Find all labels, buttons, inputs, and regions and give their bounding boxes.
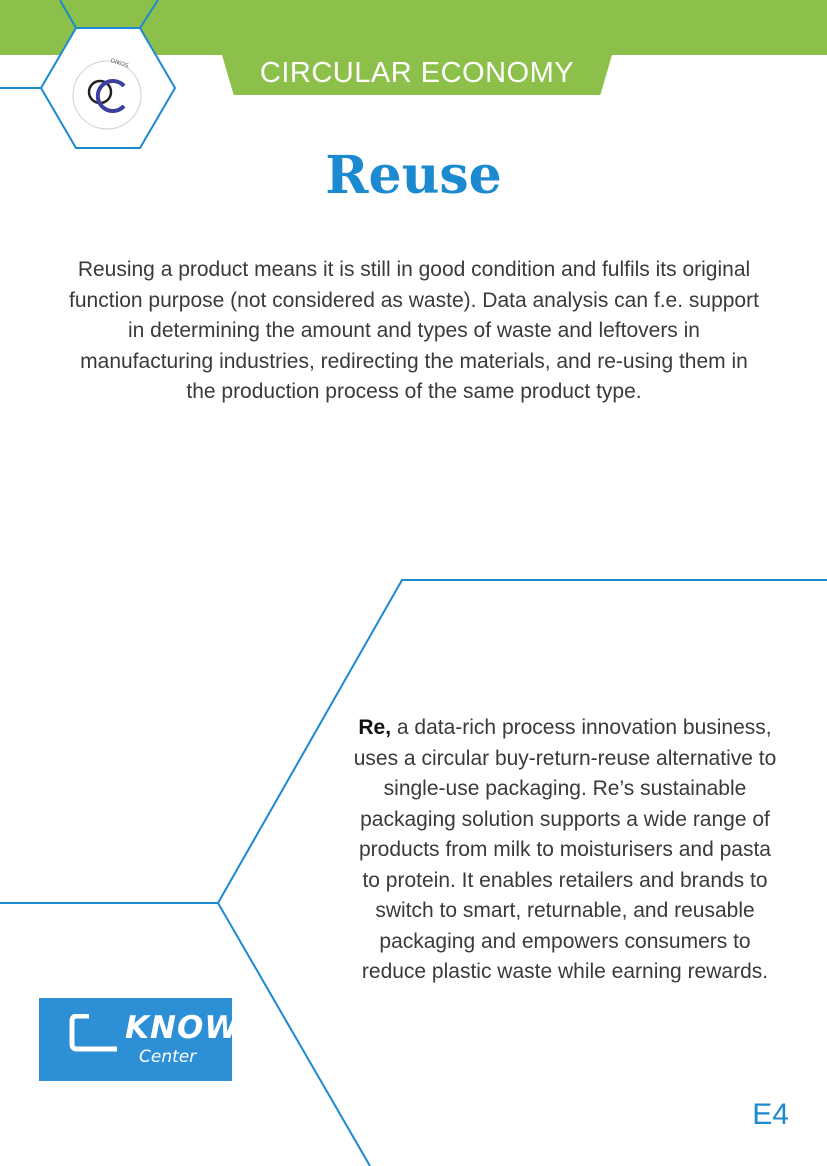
page-number: E4 [752,1098,789,1131]
case-study-body: a data-rich process innovation business, uses a circular buy-return-reuse alternative to single-use packaging. Re’s sustainable packaging solution supports a wide range of products from milk to moisturisers and pasta to protein. It enables retailers and brands to switch to smart, returnable, and reusable packaging and empowers consumers to reduce plastic waste while earning rewards. [353,716,777,983]
case-study-paragraph [350,713,780,988]
section-banner-text: CIRCULAR ECONOMY [259,56,575,89]
know-sub: Center [139,1047,197,1067]
know-word: KNOW [125,1010,240,1046]
know-bracket-icon [69,1014,119,1054]
case-study-lead: Re, [358,716,392,739]
svg-text:OIKOS: OIKOS [109,57,130,70]
intro-paragraph: Reusing a product means it is still in good condition and fulfils its original function purpose (not considered as waste). Data analysis can f.e. support in determining the amount and types of waste and leftovers in manufacturing industries, redirecting the materials, and re-using them in the production process of the same product type. [69,258,759,403]
know-center-logo [39,998,240,1081]
page-title: Reuse [325,145,502,206]
